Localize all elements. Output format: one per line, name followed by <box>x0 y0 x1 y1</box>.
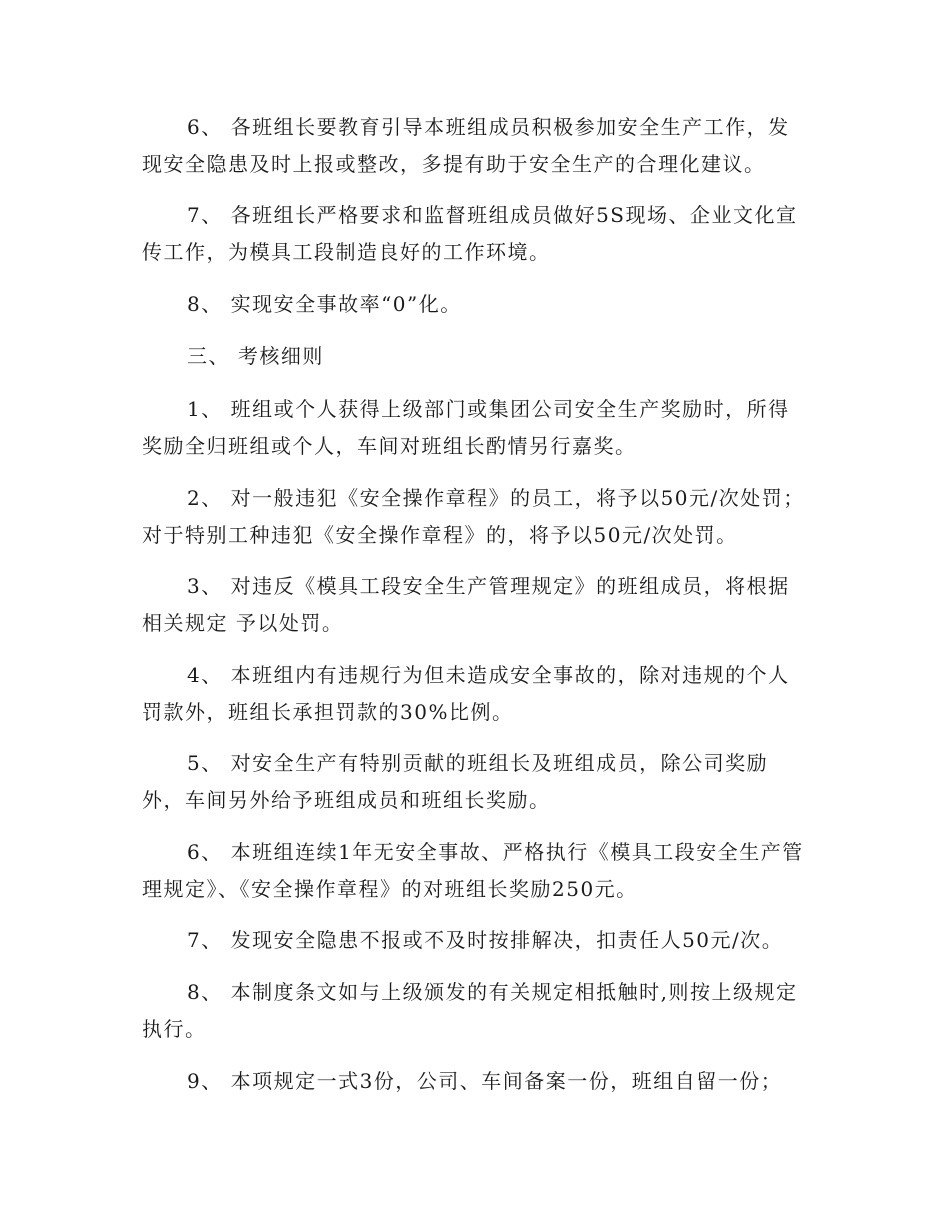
paragraph-6-team-leader-education: 6、 各班组长要教育引导本班组成员积极参加安全生产工作，发现安全隐患及时上报或整改，多提有助于安全生产的合理化建议。 <box>142 115 790 176</box>
paragraph-8-superior-rules: 8、 本制度条文如与上级颁发的有关规定相抵触时,则按上级规定执行。 <box>142 980 798 1041</box>
paragraph-1-reward: 1、 班组或个人获得上级部门或集团公司安全生产奖励时，所得奖励全归班组或个人，车间对班组长酌情另行嘉奖。 <box>142 397 790 458</box>
paragraph-3-regulation-violation: 3、 对违反《模具工段安全生产管理规定》的班组成员，将根据相关规定 予以处罚。 <box>142 574 790 635</box>
paragraph-2-violation-penalty: 2、 对一般违犯《安全操作章程》的员工，将予以50元/次处罚；对于特别工种违犯《安全操作章程》的，将予以50元/次处罚。 <box>142 486 805 547</box>
paragraph-7-hazard-report: 7、 发现安全隐患不报或不及时按排解决，扣责任人50元/次。 <box>187 928 784 952</box>
paragraph-7-5s-culture: 7、 各班组长严格要求和监督班组成员做好5S现场、企业文化宣传工作，为模具工段制造良好的工作环境。 <box>142 203 798 264</box>
paragraph-5-special-contribution: 5、 对安全生产有特别贡献的班组长及班组成员，除公司奖励外，车间另外给予班组成员和班组长奖励。 <box>142 751 769 812</box>
paragraph-6-annual-reward: 6、 本班组连续1年无安全事故、严格执行《模具工段安全生产管理规定》、《安全操作章程》的对班组长奖励250元。 <box>142 840 804 901</box>
section-heading-assessment: 三、 考核细则 <box>187 344 324 368</box>
paragraph-4-leader-fine-share: 4、 本班组内有违规行为但未造成安全事故的，除对违规的个人罚款外，班组长承担罚款的30%比例。 <box>142 663 790 724</box>
paragraph-9-copies: 9、 本项规定一式3份，公司、车间备案一份，班组自留一份； <box>187 1069 783 1093</box>
paragraph-8-zero-accident: 8、 实现安全事故率“0”化。 <box>187 292 462 316</box>
